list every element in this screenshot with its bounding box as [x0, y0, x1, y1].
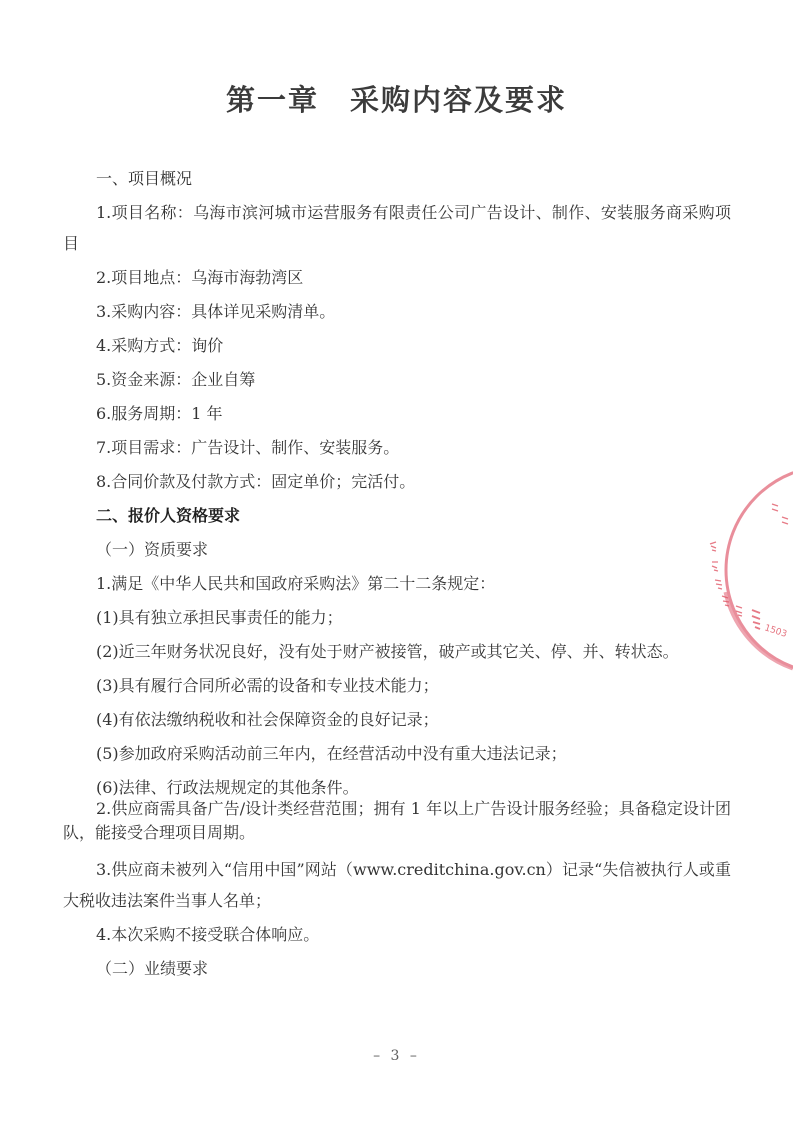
paragraph: 6.服务周期：1 年	[96, 404, 223, 423]
paragraph: (1)具有独立承担民事责任的能力；	[96, 608, 343, 627]
paragraph: 4.本次采购不接受联合体响应。	[96, 925, 320, 944]
page-number: – 3 –	[373, 1048, 420, 1064]
paragraph: 1.项目名称：乌海市滨河城市运营服务有限责任公司广告设计、制作、安装服务商采购项目	[63, 203, 731, 253]
paragraph: 4.采购方式：询价	[96, 336, 224, 355]
paragraph: 二、报价人资格要求	[96, 506, 241, 525]
page-title: 第一章 采购内容及要求	[225, 83, 567, 117]
seal-digits: 1503	[763, 623, 788, 640]
paragraph: (5)参加政府采购活动前三年内，在经营活动中没有重大违法记录；	[96, 744, 567, 763]
paragraph: (3)具有履行合同所必需的设备和专业技术能力；	[96, 676, 439, 695]
paragraph: 3.采购内容：具体详见采购清单。	[96, 302, 336, 321]
paragraph: 一、项目概况	[96, 169, 193, 188]
paragraph: (2)近三年财务状况良好，没有处于财产被接管，破产或其它关、停、并、转状态。	[96, 642, 679, 661]
paragraph: 2.供应商需具备广告/设计类经营范围；拥有 1 年以上广告设计服务经验；具备稳定设计团队，能接受合理项目周期。	[63, 799, 731, 842]
paragraph: (6)法律、行政法规规定的其他条件。	[96, 778, 359, 797]
paragraph: 3.供应商未被列入“信用中国”网站（www.creditchina.gov.cn）记录“失信被执行人或重大税收违法案件当事人名单；	[63, 860, 731, 910]
paragraph: （一）资质要求	[96, 540, 209, 559]
paragraph: (4)有依法缴纳税收和社会保障资金的良好记录；	[96, 710, 439, 729]
body-text	[63, 163, 731, 987]
paragraph: 5.资金来源：企业自筹	[96, 370, 256, 389]
paragraph: 7.项目需求：广告设计、制作、安装服务。	[96, 438, 400, 457]
paragraph: 2.项目地点：乌海市海勃湾区	[96, 268, 304, 287]
paragraph: 1.满足《中华人民共和国政府采购法》第二十二条规定：	[96, 574, 496, 593]
paragraph: （二）业绩要求	[96, 959, 209, 978]
paragraph: 8.合同价款及付款方式：固定单价；完活付。	[96, 472, 416, 491]
